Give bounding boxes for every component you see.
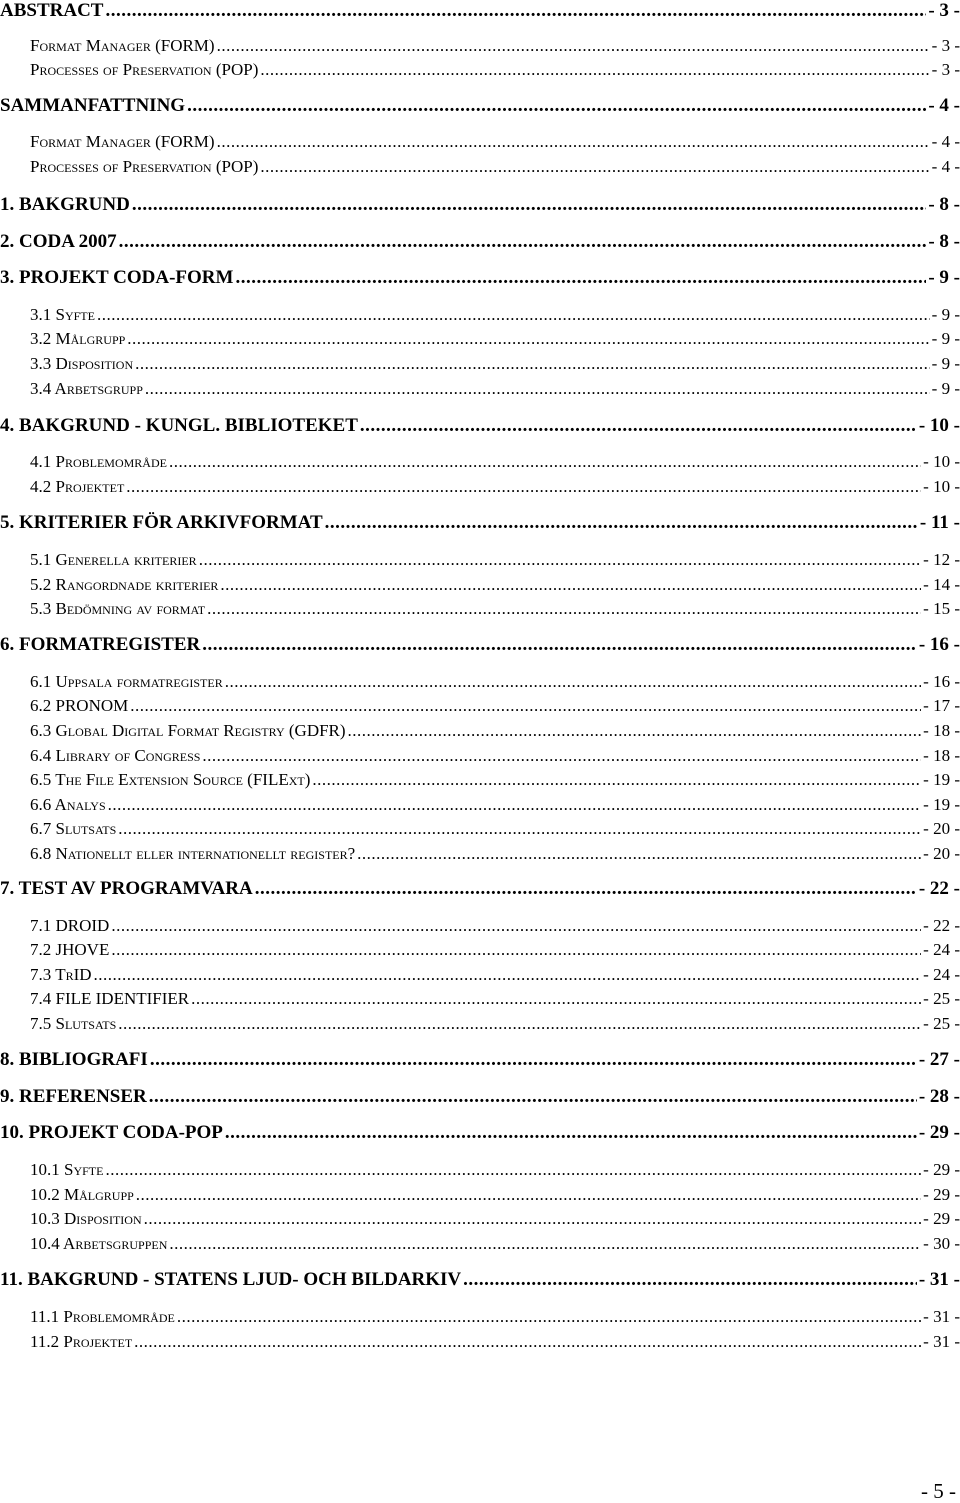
dot-leader xyxy=(260,156,929,178)
toc-entry-subheading[interactable] xyxy=(0,378,960,400)
toc-entry-title: 3.2 Målgrupp xyxy=(30,329,126,348)
dot-leader xyxy=(144,1208,922,1230)
dot-leader xyxy=(127,328,929,350)
toc-entry-title: 3.1 Syfte xyxy=(30,305,95,324)
toc-entry-page: - 3 - xyxy=(928,0,960,21)
dot-leader xyxy=(130,695,921,717)
toc-entry-page: - 8 - xyxy=(928,194,960,215)
toc-entry-subheading[interactable] xyxy=(0,794,960,816)
dot-leader xyxy=(202,745,921,767)
page-number: - 5 - xyxy=(921,1479,956,1503)
toc-entry-page: - 31 - xyxy=(923,1332,960,1351)
dot-leader xyxy=(169,1233,921,1255)
toc-entry-page: - 31 - xyxy=(918,1269,960,1290)
toc-entry-title: 6.6 Analys xyxy=(30,795,106,814)
toc-entry-title: 10.4 Arbetsgruppen xyxy=(30,1234,168,1253)
toc-entry-title: 11.2 Projektet xyxy=(30,1332,133,1351)
dot-leader xyxy=(119,231,927,253)
toc-entry-title: 6.4 Library of Congress xyxy=(30,746,201,765)
toc-entry-title: 7.1 DROID xyxy=(30,916,110,935)
toc-entry-title: 4.2 Projektet xyxy=(30,477,125,496)
toc-entry-heading[interactable] xyxy=(0,512,960,534)
dot-leader xyxy=(135,353,930,375)
toc-entry-subheading[interactable] xyxy=(0,476,960,498)
toc-entry-page: - 9 - xyxy=(931,354,960,373)
toc-entry-page: - 29 - xyxy=(923,1160,960,1179)
toc-entry-title: 4.1 Problemområde xyxy=(30,452,167,471)
toc-entry-heading[interactable] xyxy=(0,1049,960,1071)
toc-entry-heading[interactable] xyxy=(0,878,960,900)
toc-entry-page: - 14 - xyxy=(923,575,960,594)
dot-leader xyxy=(199,549,921,571)
toc-entry-title: 3. PROJEKT CODA-FORM xyxy=(0,267,234,288)
toc-entry-page: - 16 - xyxy=(923,672,960,691)
toc-entry-page: - 17 - xyxy=(923,696,960,715)
toc-entry-title: 4. BAKGRUND - KUNGL. BIBLIOTEKET xyxy=(0,415,358,436)
dot-leader xyxy=(207,598,921,620)
dot-leader xyxy=(235,267,926,289)
toc-entry-title: 6.3 Global Digital Format Registry (GDFR) xyxy=(30,721,346,740)
toc-entry-subheading[interactable] xyxy=(0,915,960,937)
dot-leader xyxy=(217,35,930,57)
toc-entry-subheading[interactable] xyxy=(0,574,960,596)
toc-entry-subheading[interactable] xyxy=(0,1184,960,1206)
toc-entry-page: - 31 - xyxy=(923,1307,960,1326)
dot-leader xyxy=(105,1159,921,1181)
toc-entry-title: 5. KRITERIER FÖR ARKIVFORMAT xyxy=(0,512,323,533)
toc-entry-title: SAMMANFATTNING xyxy=(0,95,186,116)
toc-entry-subheading[interactable] xyxy=(0,964,960,986)
toc-entry-subheading[interactable] xyxy=(0,598,960,620)
toc-entry-heading[interactable] xyxy=(0,194,960,216)
toc-entry-subheading[interactable] xyxy=(0,1233,960,1255)
toc-entry-page: - 10 - xyxy=(923,477,960,496)
toc-entry-title: Processes of Preservation (POP) xyxy=(30,60,259,79)
toc-entry-subheading[interactable] xyxy=(0,988,960,1010)
toc-entry-heading[interactable] xyxy=(0,267,960,289)
toc-entry-page: - 15 - xyxy=(923,599,960,618)
toc-entry-title: 10.3 Disposition xyxy=(30,1209,142,1228)
toc-entry-title: Format Manager (FORM) xyxy=(30,132,215,151)
toc-entry-page: - 9 - xyxy=(931,329,960,348)
toc-entry-page: - 18 - xyxy=(923,721,960,740)
toc-entry-title: ABSTRACT xyxy=(0,0,104,21)
toc-entry-subheading[interactable] xyxy=(0,328,960,350)
toc-entry-subheading[interactable] xyxy=(0,745,960,767)
dot-leader xyxy=(136,1184,921,1206)
toc-entry-subheading[interactable] xyxy=(0,769,960,791)
toc-entry-title: 10.2 Målgrupp xyxy=(30,1185,134,1204)
dot-leader xyxy=(202,634,917,656)
dot-leader xyxy=(260,59,929,81)
toc-entry-page: - 10 - xyxy=(923,452,960,471)
toc-entry-page: - 29 - xyxy=(923,1209,960,1228)
toc-entry-subheading[interactable] xyxy=(0,720,960,742)
toc-entry-page: - 25 - xyxy=(923,1014,960,1033)
toc-entry-title: 7. TEST AV PROGRAMVARA xyxy=(0,878,253,899)
toc-entry-page: - 20 - xyxy=(923,819,960,838)
toc-entry-page: - 24 - xyxy=(923,965,960,984)
dot-leader xyxy=(169,451,921,473)
dot-leader xyxy=(217,131,930,153)
toc-entry-page: - 29 - xyxy=(918,1122,960,1143)
dot-leader xyxy=(105,0,926,22)
toc-entry-page: - 9 - xyxy=(931,379,960,398)
toc-entry-page: - 28 - xyxy=(918,1086,960,1107)
toc-entry-page: - 9 - xyxy=(931,305,960,324)
toc-entry-title: 3.3 Disposition xyxy=(30,354,134,373)
dot-leader xyxy=(111,939,921,961)
toc-entry-page: - 11 - xyxy=(919,512,960,533)
toc-entry-title: 6.1 Uppsala formatregister xyxy=(30,672,223,691)
toc-entry-title: 7.3 TrID xyxy=(30,965,92,984)
dot-leader xyxy=(132,194,927,216)
dot-leader xyxy=(348,720,922,742)
dot-leader xyxy=(145,378,930,400)
toc-entry-page: - 24 - xyxy=(923,940,960,959)
toc-entry-subheading[interactable] xyxy=(0,59,960,81)
dot-leader xyxy=(191,988,921,1010)
dot-leader xyxy=(108,794,922,816)
toc-entry-title: 2. CODA 2007 xyxy=(0,231,117,252)
dot-leader xyxy=(177,1306,921,1328)
toc-entry-heading[interactable] xyxy=(0,0,960,22)
dot-leader xyxy=(134,1331,921,1353)
dot-leader xyxy=(94,964,922,986)
toc-entry-page: - 19 - xyxy=(923,795,960,814)
dot-leader xyxy=(463,1269,917,1291)
toc-entry-heading[interactable] xyxy=(0,231,960,253)
dot-leader xyxy=(149,1086,917,1108)
dot-leader xyxy=(325,512,918,534)
toc-entry-page: - 18 - xyxy=(923,746,960,765)
toc-entry-title: 10. PROJEKT CODA-POP xyxy=(0,1122,223,1143)
toc-entry-page: - 4 - xyxy=(931,132,960,151)
toc-entry-page: - 8 - xyxy=(928,231,960,252)
toc-entry-title: Processes of Preservation (POP) xyxy=(30,157,259,176)
toc-entry-title: 6.5 The File Extension Source (FILExt) xyxy=(30,770,311,789)
dot-leader xyxy=(118,818,921,840)
toc-entry-page: - 30 - xyxy=(923,1234,960,1253)
toc-entry-title: 8. BIBLIOGRAFI xyxy=(0,1049,148,1070)
toc-entry-title: 11.1 Problemområde xyxy=(30,1307,175,1326)
dot-leader xyxy=(360,415,917,437)
toc-entry-subheading[interactable] xyxy=(0,549,960,571)
toc-entry-subheading[interactable] xyxy=(0,353,960,375)
toc-entry-subheading[interactable] xyxy=(0,1208,960,1230)
toc-entry-heading[interactable] xyxy=(0,95,960,117)
toc-entry-heading[interactable] xyxy=(0,634,960,656)
toc-entry-subheading[interactable] xyxy=(0,1306,960,1328)
toc-entry-page: - 3 - xyxy=(931,36,960,55)
toc-entry-subheading[interactable] xyxy=(0,818,960,840)
toc-entry-title: 11. BAKGRUND - STATENS LJUD- OCH BILDARKIV xyxy=(0,1269,462,1290)
toc-entry-page: - 22 - xyxy=(923,916,960,935)
toc-entry-subheading[interactable] xyxy=(0,131,960,153)
dot-leader xyxy=(126,476,921,498)
dot-leader xyxy=(225,671,921,693)
dot-leader xyxy=(187,95,926,117)
toc-entry-heading[interactable] xyxy=(0,1269,960,1291)
toc-entry-title: 10.1 Syfte xyxy=(30,1160,104,1179)
toc-entry-page: - 3 - xyxy=(931,60,960,79)
dot-leader xyxy=(225,1122,917,1144)
toc-entry-page: - 29 - xyxy=(923,1185,960,1204)
toc-entry-page: - 4 - xyxy=(931,157,960,176)
toc-entry-subheading[interactable] xyxy=(0,695,960,717)
toc-entry-subheading[interactable] xyxy=(0,843,960,865)
toc-entry-subheading[interactable] xyxy=(0,671,960,693)
toc-entry-subheading[interactable] xyxy=(0,156,960,178)
toc-entry-page: - 4 - xyxy=(928,95,960,116)
toc-entry-heading[interactable] xyxy=(0,1122,960,1144)
toc-entry-subheading[interactable] xyxy=(0,1331,960,1353)
toc-entry-heading[interactable] xyxy=(0,415,960,437)
dot-leader xyxy=(255,878,917,900)
toc-entry-heading[interactable] xyxy=(0,1086,960,1108)
dot-leader xyxy=(97,304,930,326)
toc-entry-title: 3.4 Arbetsgrupp xyxy=(30,379,143,398)
toc-entry-title: 9. REFERENSER xyxy=(0,1086,147,1107)
toc-entry-subheading[interactable] xyxy=(0,35,960,57)
toc-entry-title: 6.7 Slutsats xyxy=(30,819,117,838)
toc-entry-title: 7.4 FILE IDENTIFIER xyxy=(30,989,190,1008)
toc-entry-title: 6.2 PRONOM xyxy=(30,696,129,715)
toc-entry-page: - 25 - xyxy=(923,989,960,1008)
toc-entry-title: Format Manager (FORM) xyxy=(30,36,215,55)
toc-entry-page: - 20 - xyxy=(923,844,960,863)
toc-entry-subheading[interactable] xyxy=(0,1159,960,1181)
toc-entry-title: 5.1 Generella kriterier xyxy=(30,550,197,569)
dot-leader xyxy=(357,843,921,865)
toc-entry-subheading[interactable] xyxy=(0,1013,960,1035)
dot-leader xyxy=(312,769,921,791)
toc-entry-subheading[interactable] xyxy=(0,451,960,473)
dot-leader xyxy=(220,574,921,596)
toc-entry-subheading[interactable] xyxy=(0,939,960,961)
toc-entry-title: 5.3 Bedömning av format xyxy=(30,599,206,618)
dot-leader xyxy=(118,1013,921,1035)
toc-entry-page: - 27 - xyxy=(918,1049,960,1070)
toc-entry-page: - 12 - xyxy=(923,550,960,569)
toc-entry-title: 7.5 Slutsats xyxy=(30,1014,117,1033)
dot-leader xyxy=(111,915,921,937)
toc-entry-page: - 16 - xyxy=(918,634,960,655)
toc-entry-page: - 22 - xyxy=(918,878,960,899)
toc-entry-title: 6. FORMATREGISTER xyxy=(0,634,201,655)
toc-entry-subheading[interactable] xyxy=(0,304,960,326)
toc-entry-title: 7.2 JHOVE xyxy=(30,940,110,959)
toc-entry-page: - 9 - xyxy=(928,267,960,288)
toc-entry-title: 1. BAKGRUND xyxy=(0,194,130,215)
toc-entry-title: 6.8 Nationellt eller internationellt register? xyxy=(30,844,356,863)
toc-entry-page: - 19 - xyxy=(923,770,960,789)
dot-leader xyxy=(150,1049,917,1071)
toc-entry-page: - 10 - xyxy=(918,415,960,436)
toc-entry-title: 5.2 Rangordnade kriterier xyxy=(30,575,219,594)
